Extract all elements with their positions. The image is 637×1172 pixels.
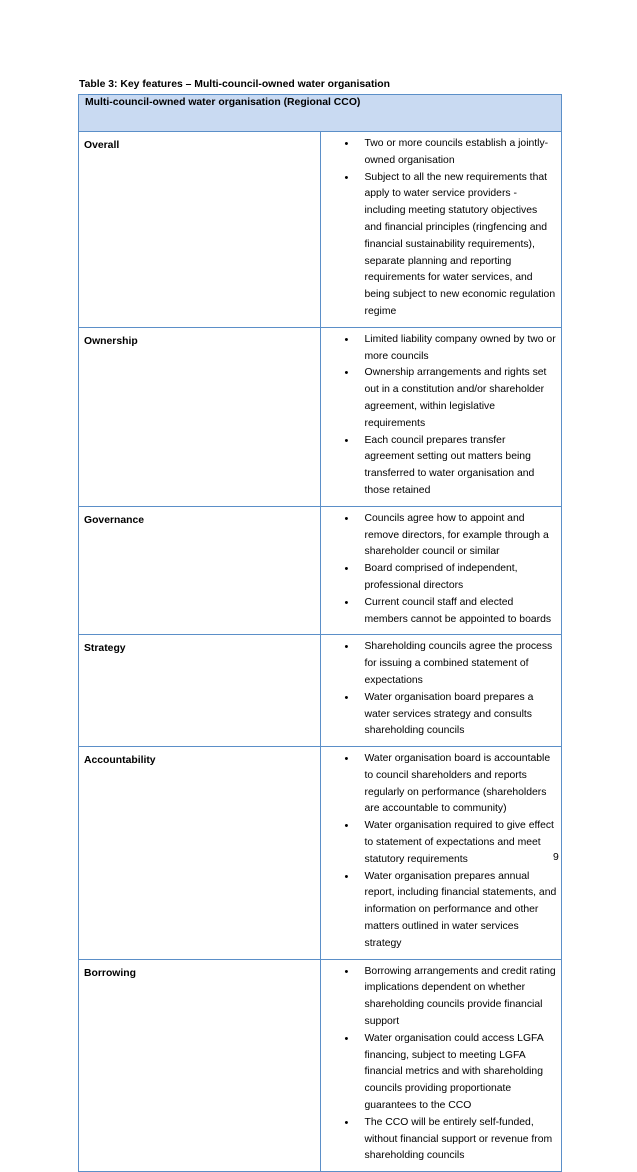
bullet-list — [321, 136, 558, 321]
page-number: 9 — [553, 852, 559, 863]
row-label: Accountability — [79, 747, 321, 960]
bullet-item: • Shareholding councils agree the process for issuing a combined statement of expectations — [321, 639, 558, 689]
table-row — [79, 132, 562, 328]
table-header-cell: Multi-council-owned water organisation (Regional CCO) — [79, 95, 562, 132]
row-label: Strategy — [79, 635, 321, 747]
table-caption: Table 3: Key features – Multi-council-owned water organisation — [79, 79, 391, 90]
bullet-item: • Limited liability company owned by two or more councils — [321, 332, 558, 366]
row-content — [320, 747, 562, 960]
bullet-item: • Borrowing arrangements and credit rating implications dependent on whether shareholding councils provide financial support — [321, 964, 558, 1031]
bullet-item: • Current council staff and elected members cannot be appointed to boards — [321, 595, 558, 629]
row-label: Borrowing — [79, 959, 321, 1172]
bullet-list — [321, 332, 558, 500]
bullet-item: • Water organisation required to give effect to statement of expectations and meet statutory requirements — [321, 818, 558, 868]
bullet-item: • Water organisation board is accountable to council shareholders and reports regularly on performance (shareholders are accountable to community) — [321, 751, 558, 818]
bullet-item: • Water organisation prepares annual report, including financial statements, and information on performance and other matters outlined in water services strategy — [321, 869, 558, 953]
bullet-item: • Water organisation board prepares a water services strategy and consults shareholding councils — [321, 690, 558, 740]
bullet-item: • The CCO will be entirely self-funded, without financial support or revenue from shareholding councils — [321, 1115, 558, 1165]
table-header-row — [79, 95, 562, 132]
bullet-list — [321, 751, 558, 953]
table-row — [79, 635, 562, 747]
row-content — [320, 327, 562, 506]
key-features-table — [78, 94, 562, 1172]
bullet-item: • Board comprised of independent, professional directors — [321, 561, 558, 595]
bullet-list — [321, 964, 558, 1166]
row-content — [320, 635, 562, 747]
row-content — [320, 506, 562, 635]
table-row — [79, 506, 562, 635]
row-content — [320, 132, 562, 328]
bullet-item: • Each council prepares transfer agreement setting out matters being transferred to water organisation and those retained — [321, 433, 558, 500]
bullet-list — [321, 511, 558, 629]
bullet-item: • Councils agree how to appoint and remove directors, for example through a shareholder council or similar — [321, 511, 558, 561]
table-row — [79, 747, 562, 960]
bullet-list — [321, 639, 558, 740]
table-row — [79, 327, 562, 506]
bullet-item: • Water organisation could access LGFA financing, subject to meeting LGFA financial metrics and with shareholding councils providing proportionate guarantees to the CCO — [321, 1031, 558, 1115]
row-label: Ownership — [79, 327, 321, 506]
bullet-item: • Ownership arrangements and rights set out in a constitution and/or shareholder agreement, within legislative requirements — [321, 365, 558, 432]
table-row — [79, 959, 562, 1172]
bullet-item: • Subject to all the new requirements that apply to water service providers - including meeting statutory objectives and financial principles (ringfencing and financial sustainability requirements), separate planning and reporting requirements for water services, and being subject to new economic regulation regime — [321, 170, 558, 321]
bullet-item: • Two or more councils establish a jointly-owned organisation — [321, 136, 558, 170]
row-label: Overall — [79, 132, 321, 328]
row-content — [320, 959, 562, 1172]
row-label: Governance — [79, 506, 321, 635]
